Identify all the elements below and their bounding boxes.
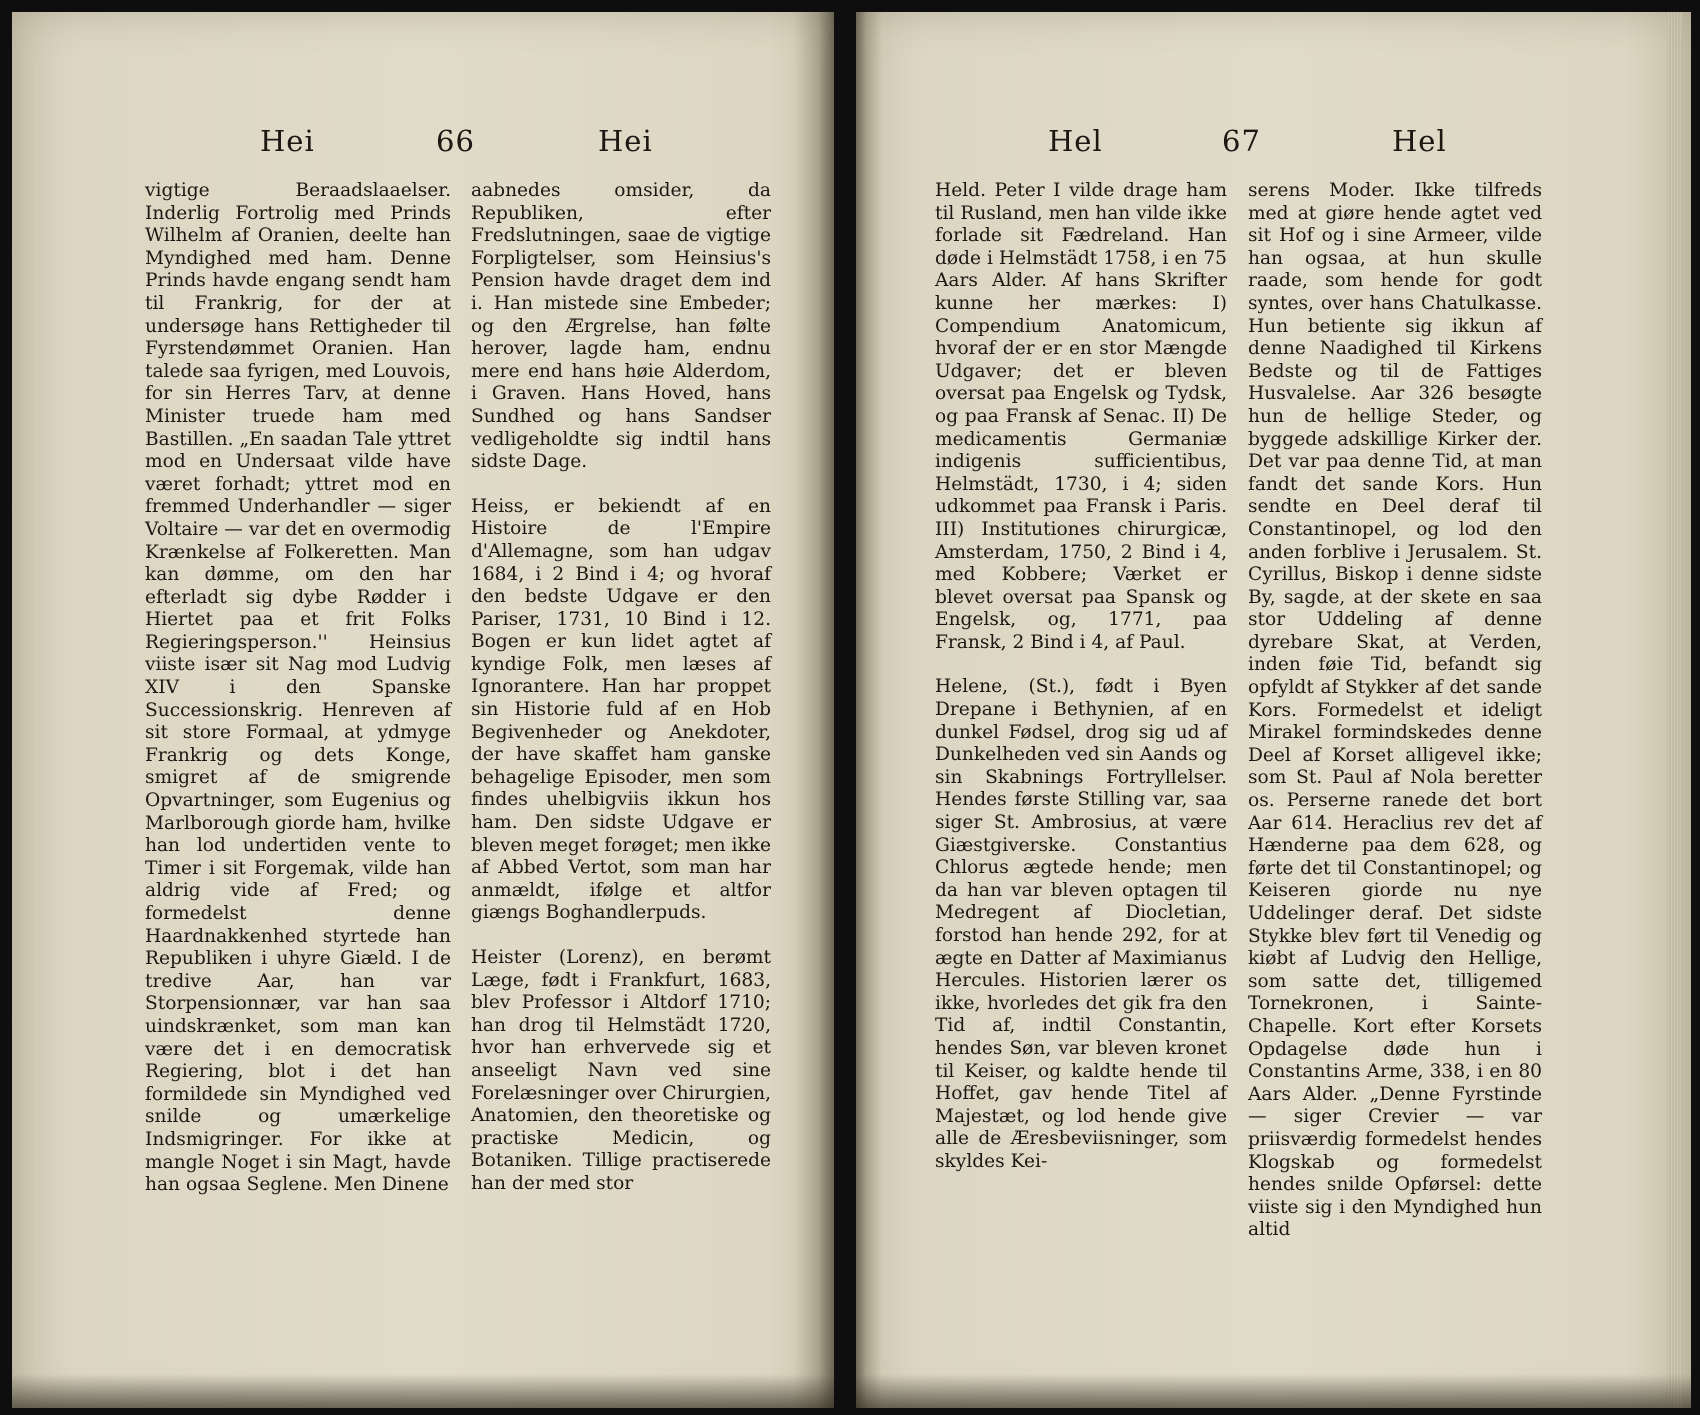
paragraph: vigtige Beraadslaaelser. Inderlig Fortrolig med Prinds Wilhelm af Oranien, deelte han Myndighed med ham. Denne Prinds havde engang sendt ham til Frankrig, for der at undersøge hans Rettigheder til Fyrstendømmet Oranien. Han talede saa fyrigen, med Louvois, for sin Herres Tarv, at denne Minister truede ham med Bastillen. „En saadan Tale yttret mod en Undersaat vilde have været forhadt; yttret mod en fremmed Underhandler — siger Voltaire — var det en overmodig Krænkelse af Folkeretten. Man kan dømme, om den har efterladt sig dybe Rødder i Hiertet paa et frit Folks Regieringsperson.'' Heinsius viiste især sit Nag mod Ludvig XIV i den Spanske Successionskrig. Henreven af sit store Formaal, at ydmyge Frankrig og dets Konge, smigret af de smigrende Opvartninger, som Eugenius og Marlborough giorde ham, hvilke han lod undertiden vente to Timer i sit Forgemak, vilde han aldrig vide af Fred; og formedelst denne Haardnakkenhed styrtede han Republiken i uhyre Giæld. I de tredive Aar, han var Storpensionnær, var han saa uindskrænket, som man kan være det i en democratisk Regiering, blot i det han formildede sin Myndighed ved snilde og umærkelige Indsmigringer. For ikke at mangle Noget i sin Magt, havde han ogsaa Seglene. Men Dinene (145, 180, 451, 1196)
gutter-shadow (794, 12, 834, 1408)
page-edge-stack (1667, 12, 1683, 1408)
paragraph: serens Moder. Ikke tilfreds med at giøre hende agtet ved sit Hof og i sine Armeer, vilde han ogsaa, at hun skulle raade, som hende for godt syntes, over hans Chatulkasse. Hun betiente sig ikkun af denne Naadighed til Kirkens Bedste og til de Fattiges Husvalelse. Aar 326 besøgte hun de hellige Steder, og byggede adskillige Kirker der. Det var paa denne Tid, at man fandt det sande Kors. Hun sendte en Deel deraf til Constantinopel, og lod den anden forblive i Jerusalem. St. Cyrillus, Biskop i denne sidste By, sagde, at der skete en saa stor Uddeling af denne dyrebare Skat, at Verden, inden føie Tid, befandt sig opfyldt af Stykker af det sande Kors. Formedelst et ideligt Mirakel formindskedes denne Deel af Korset alligevel ikke; som St. Paul af Nola beretter os. Perserne ranede det bort Aar 614. Heraclius rev det af Hænderne paa dem 628, og førte det til Constantinopel; og Keiseren giorde nu nye Uddelinger deraf. Det sidste Stykke blev ført til Venedig og kiøbt af Ludvig den Hellige, som satte det, tilligemed Tornekronen, i Sainte-Chapelle. Kort efter Korsets Opdagelse døde hun i Constantins Arme, 338, i en 80 Aars Alder. „Denne Fyrstinde — siger Crevier — var priisværdig formedelst hendes Klogskab og formedelst hendes snilde Opførsel: dette viiste sig i den Myndighed hun altid (1248, 180, 1542, 1241)
right-page (856, 12, 1691, 1408)
page-number: 67 (1222, 124, 1261, 158)
page-bottom-shadow (12, 1374, 834, 1408)
paragraph: Helene, (St.), født i Byen Drepane i Bethynien, af en dunkel Fødsel, drog sig ud af Dunkelheden ved sin Aands og sin Skabnings Fortryllelser. Hendes første Stilling var, saa siger St. Ambrosius, at være Giæstgiverske. Constantius Chlorus ægtede hende; men da han var bleven optagen til Medregent af Diocletian, forstod han hende 292, for at ægte en Datter af Maximianus Hercules. Historien lærer os ikke, hvorledes det gik fra den Tid af, indtil Constantin, hendes Søn, var bleven kronet til Keiser, og kaldte hende til Hoffet, gav hende Titel af Majestæt, og lod hende give alle de Æresbeviisninger, som skyldes Kei- (935, 676, 1227, 1172)
page-number: 66 (436, 124, 475, 158)
paragraph: Heiss, er bekiendt af en Histoire de l'Empire d'Allemagne, som han udgav 1684, i 2 Bind i 4; og hvoraf den bedste Udgave er den Pariser, 1731, 10 Bind i 12. Bogen er kun lidet agtet af kyndige Folk, men læses af Ignorantere. Han har proppet sin Historie fuld af en Hob Begivenheder og Anekdoter, der have skaffet ham ganske behagelige Episoder, men som findes uhelbigviis ikkun hos ham. Den sidste Udgave er bleven meget forøget; men ikke af Abbed Vertot, som man har anmældt, ifølge et altfor giængs Boghandlerpuds. (471, 495, 771, 924)
text-column-2 (1248, 180, 1542, 1242)
page-bottom-shadow (856, 1374, 1691, 1408)
header-left-word: Hei (260, 124, 315, 158)
header-right-word: Hel (1392, 124, 1447, 158)
paragraph: Heister (Lorenz), en berømt Læge, født i Frankfurt, 1683, blev Professor i Altdorf 1710; han drog til Helmstädt 1720, hvor han erhvervede sig et anseeligt Navn ved sine Forelæsninger over Chirurgien, Anatomien, den theoretiske og practiske Medicin, og Botaniken. Tillige practiserede han der med stor (471, 947, 771, 1194)
paragraph: Held. Peter I vilde drage ham til Rusland, men han vilde ikke forlade sit Fædreland. Han døde i Helmstädt 1758, i en 75 Aars Alder. Af hans Skrifter kunne her mærkes: I) Compendium Anatomicum, hvoraf der er en stor Mængde Udgaver; det er bleven oversat paa Engelsk og Tydsk, og paa Fransk af Senac. II) De medicamentis Germaniæ indigenis sufficientibus, Helmstädt, 1730, i 4; siden udkommet paa Fransk i Paris. III) Institutiones chirurgicæ, Amsterdam, 1750, 2 Bind i 4, med Kobbere; Værket er blevet oversat paa Spansk og Engelsk, og, 1771, paa Fransk, 2 Bind i 4, af Paul. (935, 180, 1227, 653)
left-page (12, 12, 834, 1408)
paragraph: aabnedes omsider, da Republiken, efter Fredslutningen, saae de vigtige Forpligtelser, som Heinsius's Pension havde draget dem ind i. Han mistede sine Embeder; og den Ærgrelse, han følte herover, lagde ham, endnu mere end hans høie Alderdom, i Graven. Hans Hoved, hans Sundhed og hans Sandser vedligeholdte sig indtil hans sidste Dage. (471, 180, 771, 473)
text-column-1 (935, 180, 1227, 1174)
header-left-word: Hel (1048, 124, 1103, 158)
text-column-2 (471, 180, 771, 1196)
gutter-shadow (856, 12, 882, 1408)
text-column-1 (145, 180, 451, 1197)
header-right-word: Hei (598, 124, 653, 158)
